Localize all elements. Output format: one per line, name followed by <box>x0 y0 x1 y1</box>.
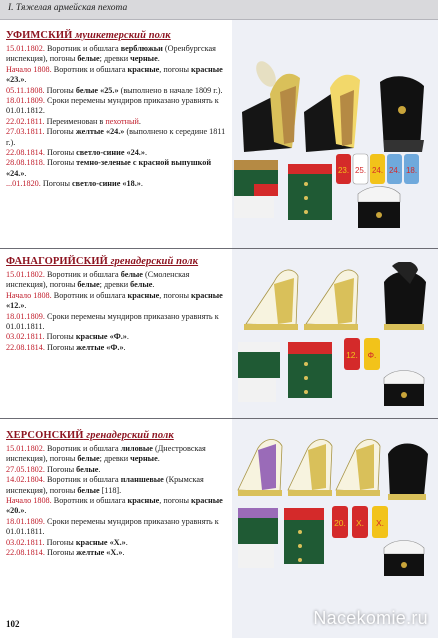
entry-highlight: красные «20.» <box>6 496 223 516</box>
entry-text: Погоны <box>44 85 76 95</box>
shoulder-strap-light-blue <box>404 154 419 184</box>
entry-highlight: белые <box>77 280 100 290</box>
section-divider <box>0 418 438 419</box>
entry-text: . <box>98 464 101 474</box>
entry-highlight: красные «23.» <box>6 64 223 85</box>
entry-text: (Оренбургская инспекция), погоны <box>6 44 216 64</box>
entry-highlight: желтые «24.» <box>75 127 125 137</box>
entry-text: Сроки перемены мундиров приказано уравнять к 01.01.1811. <box>6 311 219 332</box>
entry-highlight: лиловые <box>120 444 153 453</box>
entry-text: (Крымская инспекция), погоны <box>6 475 204 495</box>
entry-text: Воротник и обшлага <box>51 496 128 506</box>
chronology-entry <box>6 96 226 117</box>
entry-text: . <box>125 537 128 547</box>
coat-collar-icon <box>284 508 324 564</box>
grenadier-cap-icon <box>304 270 358 330</box>
entry-date: 14.02.1804. <box>6 475 45 485</box>
regiment-title: ХЕРСОНСКИЙ гренадерский полк <box>6 430 174 441</box>
coat-collar-icon <box>288 164 332 220</box>
entry-date: 22.08.1814. <box>6 548 45 558</box>
shoulder-strap-yellow <box>372 506 388 538</box>
entry-text: . <box>157 454 160 464</box>
svg-text:Х.: Х. <box>355 518 365 528</box>
chronology-entry <box>6 44 226 65</box>
shoulder-strap-yellow <box>370 154 385 184</box>
entry-text: (Днестровская инспекция), погоны <box>6 444 206 464</box>
entry-date: 05.11.1808. <box>6 85 45 95</box>
chronology-entry <box>6 312 226 333</box>
chronology-entry <box>6 127 226 148</box>
entry-text: Погоны <box>44 342 77 352</box>
shako-icon <box>384 262 426 330</box>
cartridge-pouch-icon <box>358 187 400 229</box>
entry-text: , погоны <box>159 496 192 506</box>
ufa-uniform-illustration <box>234 52 434 242</box>
entry-text: Погоны <box>44 548 77 558</box>
svg-text:24.: 24. <box>371 166 384 175</box>
entry-text: Воротник и обшлага <box>51 64 128 74</box>
entry-text: Воротник и обшлага <box>44 270 121 279</box>
entry-text: Воротник и обшлага <box>44 44 121 53</box>
shoulder-strap-light-blue <box>387 154 402 184</box>
entry-highlight: белые <box>120 270 143 279</box>
entry-text: (выполнено к середине 1811 г.). <box>6 127 226 147</box>
shoulder-strap-red <box>332 506 348 538</box>
entry-text: . <box>24 75 27 85</box>
entry-text: , погоны <box>159 290 192 300</box>
svg-text:Х.: Х. <box>375 518 385 528</box>
svg-text:Ф.: Ф. <box>367 350 377 360</box>
entry-highlight: красные «Ф.» <box>75 332 127 342</box>
entry-highlight: черные <box>130 454 158 464</box>
entry-date: 18.01.1809. <box>6 516 45 526</box>
chronology-entry <box>6 538 226 548</box>
entry-highlight: красные <box>127 64 160 74</box>
entry-text: Воротник и обшлага <box>44 444 121 453</box>
chronology-entry <box>6 270 226 291</box>
entry-text: ; древки <box>99 454 131 464</box>
shoulder-strap-red <box>344 338 360 370</box>
entry-date: 15.01.1802. <box>6 44 45 53</box>
chronology-list <box>6 270 226 353</box>
entry-text: . <box>24 506 27 516</box>
entry-date: 18.01.1809. <box>6 311 45 321</box>
entry-highlight: красные «12.» <box>6 290 223 311</box>
entry-text: . <box>24 168 27 178</box>
entry-text: Погоны <box>44 127 76 137</box>
entry-highlight: белые <box>77 454 100 464</box>
chronology-entry <box>6 444 226 465</box>
grenadier-cap-icon <box>336 440 380 497</box>
entry-highlight: черные <box>130 54 158 64</box>
running-header <box>0 0 438 20</box>
chronology-entry <box>6 179 226 189</box>
entry-text: (Смоленская инспекция), погоны <box>6 270 190 290</box>
cartridge-pouch-icon <box>384 541 424 577</box>
chronology-entry <box>6 148 226 158</box>
section-divider <box>0 248 438 249</box>
grenadier-cap-icon <box>288 440 332 497</box>
grenadier-cap-icon <box>242 58 300 152</box>
entry-date: 18.01.1809. <box>6 96 45 106</box>
entry-date: пехотный <box>105 116 139 126</box>
entry-highlight: красные <box>127 496 160 506</box>
svg-text:12.: 12. <box>346 350 358 360</box>
shako-icon <box>388 444 428 501</box>
coat-cuff-icon <box>238 508 278 568</box>
entry-text: ; древки <box>99 280 131 290</box>
coat-collar-icon <box>288 342 332 398</box>
entry-text: Погоны <box>44 148 77 158</box>
entry-text: Воротник и обшлага <box>51 290 128 300</box>
regiment-title: ФАНАГОРИЙСКИЙ гренадерский полк <box>6 256 199 267</box>
chronology-entry <box>6 332 226 342</box>
entry-highlight: белые <box>77 485 100 495</box>
coat-cuff-icon <box>234 160 278 218</box>
entry-text: . <box>152 280 155 290</box>
chronology-entry <box>6 117 226 127</box>
shako-icon <box>380 76 424 152</box>
entry-date: 28.08.1818. <box>6 158 45 168</box>
entry-date: 15.01.1802. <box>6 444 45 453</box>
entry-text: . <box>126 332 129 342</box>
grenadier-cap-icon <box>304 75 360 152</box>
entry-date: 22.02.1811. <box>6 116 45 126</box>
entry-date: 27.03.1811. <box>6 127 45 137</box>
shoulder-strap-red <box>352 506 368 538</box>
entry-highlight: светло-синие «24.» <box>76 148 145 158</box>
fanagoria-uniform-illustration <box>234 262 434 412</box>
entry-highlight: белые <box>130 280 153 290</box>
entry-text: . <box>157 54 160 64</box>
svg-text:23.: 23. <box>337 166 350 175</box>
entry-date: 22.08.1814. <box>6 342 45 352</box>
entry-text: . <box>140 179 143 189</box>
entry-highlight: белые <box>77 54 100 64</box>
entry-date: 15.01.1802. <box>6 270 45 279</box>
chronology-entry <box>6 465 226 475</box>
svg-text:25.: 25. <box>354 166 367 175</box>
entry-text: Сроки перемены мундиров приказано уравнять к 01.01.1812. <box>6 96 219 116</box>
entry-date: ...01.1820. <box>6 179 41 189</box>
entry-highlight: желтые «Ф.» <box>76 342 124 352</box>
chronology-entry <box>6 65 226 86</box>
entry-text: Погоны <box>44 158 77 168</box>
entry-date: Начало 1808. <box>6 496 52 506</box>
svg-text:24.: 24. <box>388 166 401 175</box>
entry-highlight: красные <box>127 290 160 300</box>
cartridge-pouch-icon <box>384 371 424 407</box>
regiment-title: УФИМСКИЙ мушкетерский полк <box>6 30 171 41</box>
chronology-entry <box>6 158 226 179</box>
entry-highlight: светло-синие «18.» <box>72 179 141 189</box>
entry-text: Сроки перемены мундиров приказано уравнять к 01.01.1811. <box>6 516 219 537</box>
entry-highlight: желтые «Х.» <box>76 548 123 558</box>
entry-text: (выполнено в начале 1809 г.). <box>118 85 223 95</box>
entry-text: Переименован в <box>44 116 106 126</box>
watermark-text: Nacekomie.ru <box>313 608 428 628</box>
chronology-entry <box>6 343 226 353</box>
entry-text: . <box>138 116 141 126</box>
entry-highlight: белые «25.» <box>75 85 119 95</box>
entry-highlight: белые <box>76 464 99 474</box>
coat-cuff-icon <box>238 342 280 402</box>
entry-date: 27.05.1802. <box>6 464 45 474</box>
entry-text: [118]. <box>99 485 122 495</box>
entry-text: Погоны <box>44 464 77 474</box>
entry-highlight: планшевые <box>120 475 164 485</box>
chronology-list <box>6 444 226 558</box>
svg-text:18.: 18. <box>405 166 418 175</box>
chronology-entry <box>6 86 226 96</box>
shoulder-strap-yellow <box>364 338 380 370</box>
chronology-list <box>6 44 226 190</box>
chronology-entry <box>6 517 226 538</box>
shoulder-strap-red <box>336 154 351 184</box>
shoulder-strap-white <box>353 154 368 184</box>
entry-text: . <box>122 548 125 558</box>
grenadier-cap-icon <box>244 270 298 330</box>
chronology-entry <box>6 475 226 496</box>
chronology-entry <box>6 548 226 558</box>
entry-text: . <box>123 342 126 352</box>
entry-text: Погоны <box>40 179 73 189</box>
kherson-uniform-illustration <box>234 434 434 604</box>
entry-text: . <box>144 148 147 158</box>
entry-highlight: темно-зеленые с красной выпушкой «24.» <box>6 158 212 178</box>
chronology-entry <box>6 291 226 312</box>
entry-date: 03.02.1811. <box>6 537 45 547</box>
entry-text: ; древки <box>99 54 131 64</box>
entry-date: Начало 1808. <box>6 64 52 74</box>
chronology-entry <box>6 496 226 517</box>
page-number: 102 <box>6 619 20 629</box>
entry-date: Начало 1808. <box>6 290 52 300</box>
grenadier-cap-icon <box>238 440 282 497</box>
chapter-title: I. Тяжелая армейская пехота <box>8 3 128 13</box>
entry-highlight: верблюжьи <box>120 44 163 53</box>
entry-text: Погоны <box>44 332 76 342</box>
svg-text:20.: 20. <box>334 518 346 528</box>
entry-text: , погоны <box>159 64 192 74</box>
entry-text: Погоны <box>44 537 76 547</box>
entry-highlight: красные «Х.» <box>75 537 126 547</box>
entry-text: Воротник и обшлага <box>44 475 121 485</box>
entry-text: . <box>24 301 27 311</box>
entry-date: 22.08.1814. <box>6 148 45 158</box>
entry-date: 03.02.1811. <box>6 332 45 342</box>
